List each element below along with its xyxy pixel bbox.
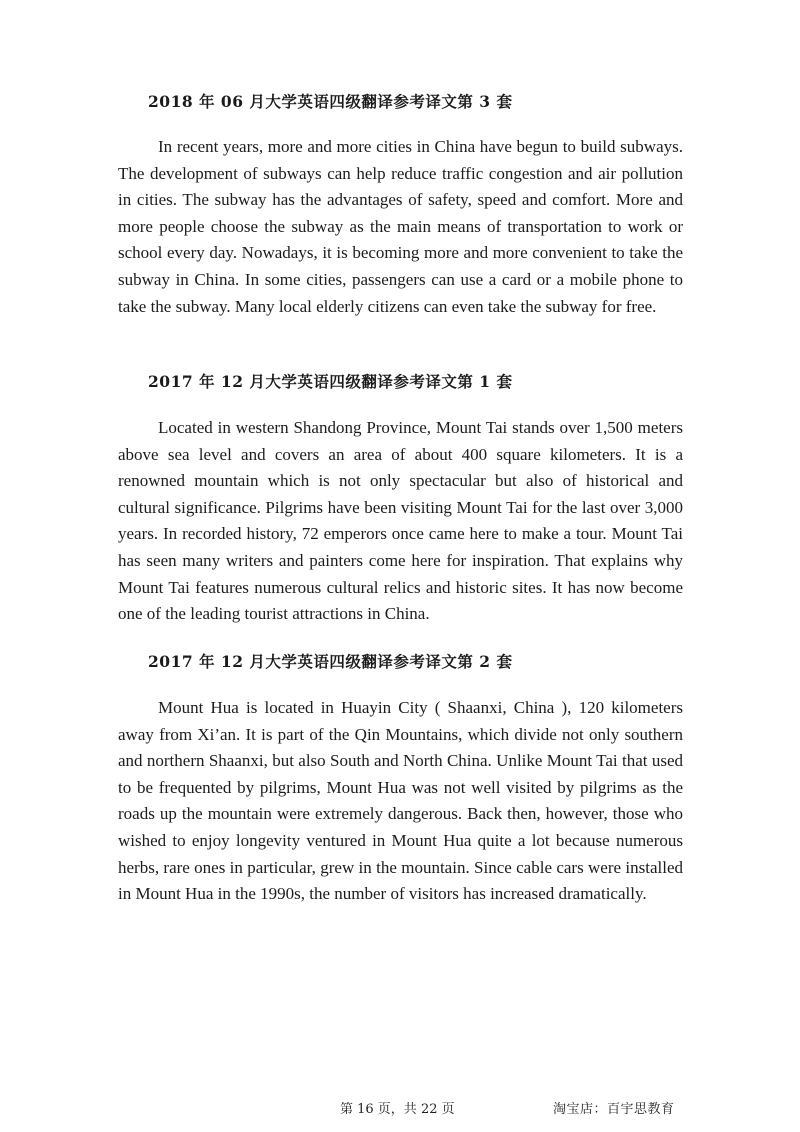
section-heading: 2018 年 06 月大学英语四级翻译参考译文第 3 套 [148, 92, 513, 111]
section-heading: 2017 年 12 月大学英语四级翻译参考译文第 1 套 [148, 372, 513, 391]
translation-section-2017-12-set-1 [118, 372, 683, 628]
section-heading: 2017 年 12 月大学英语四级翻译参考译文第 2 套 [148, 652, 513, 671]
translation-section-2018-06-set-3 [118, 92, 683, 320]
translation-section-2017-12-set-2 [118, 652, 683, 908]
page-number: 第 16 页，共 22 页 [340, 1102, 455, 1117]
section-paragraph: Located in western Shandong Province, Mount Tai stands over 1,500 meters above sea level and covers an area of about 400 square kilometers. It is a renowned mountain which is not only spectacular but also of historical and cultural significance. Pilgrims have been visiting Mount Tai for the last over 3,000 years. In recorded history, 72 emperors once came here to make a tour. Mount Tai has seen many writers and painters come here for inspiration. That explains why Mount Tai features numerous cultural relics and historic sites. It has now become one of the leading tourist attractions in China. [118, 418, 683, 624]
shop-label: 淘宝店：百宇思教育 [553, 1102, 675, 1117]
section-paragraph: Mount Hua is located in Huayin City ( Shaanxi, China ), 120 kilometers away from Xi’an. It is part of the Qin Mountains, which divide not only southern and northern Shaanxi, but also South and North China. Unlike Mount Tai that used to be frequented by pilgrims, Mount Hua was not well visited by pilgrims as the roads up the mountain were extremely dangerous. Back then, however, those who wished to enjoy longevity ventured in Mount Hua quite a lot because numerous herbs, rare ones in particular, grew in the mountain. Since cable cars were installed in Mount Hua in the 1990s, the number of visitors has increased dramatically. [118, 698, 683, 904]
section-paragraph: In recent years, more and more cities in China have begun to build subways. The development of subways can help reduce traffic congestion and air pollution in cities. The subway has the advantages of safety, speed and comfort. More and more people choose the subway as the main means of transportation to work or school every day. Nowadays, it is becoming more and more convenient to take the subway in China. In some cities, passengers can use a card or a mobile phone to take the subway. Many local elderly citizens can even take the subway for free. [118, 137, 683, 316]
page-footer [0, 1098, 800, 1118]
